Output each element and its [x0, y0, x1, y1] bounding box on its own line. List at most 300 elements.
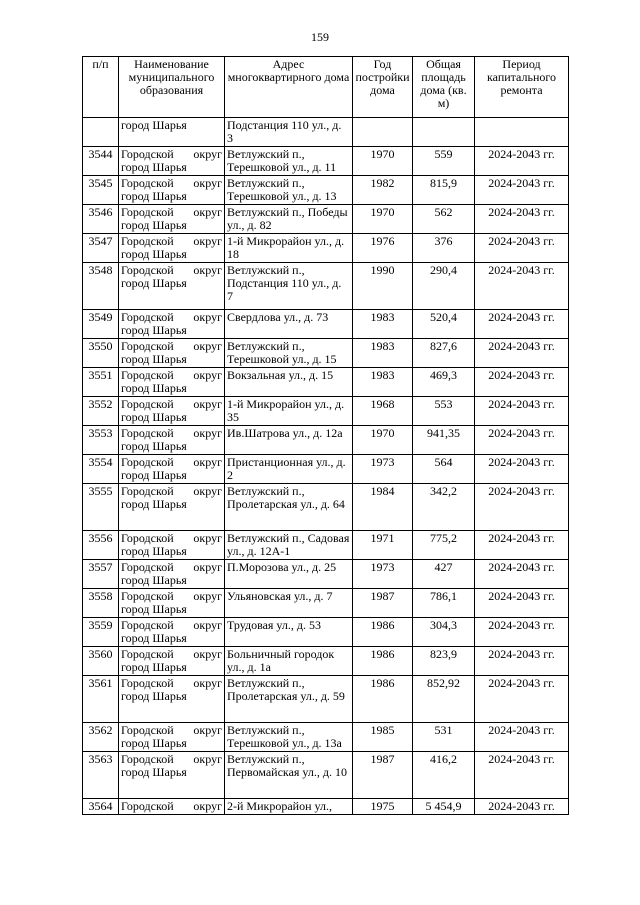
cell-address	[225, 560, 353, 589]
cell-period	[475, 205, 569, 234]
cell-period	[475, 484, 569, 531]
cell-municipality	[119, 368, 225, 397]
cell-area	[413, 723, 475, 752]
cell-area	[413, 176, 475, 205]
build-year: 1986	[370, 676, 395, 690]
cell-address	[225, 263, 353, 310]
cell-municipality	[119, 723, 225, 752]
cell-period	[475, 368, 569, 397]
cell-period	[475, 176, 569, 205]
total-area: 376	[434, 234, 453, 248]
cell-period	[475, 618, 569, 647]
cell-num	[83, 368, 119, 397]
build-year: 1970	[370, 426, 395, 440]
cell-address	[225, 426, 353, 455]
build-year: 1987	[370, 752, 395, 766]
repair-period: 2024-2043 гг.	[488, 368, 555, 382]
header-municipality: Наименование муниципального образования	[119, 57, 225, 118]
cell-area	[413, 147, 475, 176]
cell-area	[413, 426, 475, 455]
cell-address	[225, 339, 353, 368]
municipality-line-2: город Шарья	[121, 410, 187, 424]
address-text: Ветлужский п., Пролетарская ул., д. 64	[227, 484, 345, 511]
municipality-line-2: город Шарья	[121, 323, 187, 337]
total-area: 815,9	[430, 176, 457, 190]
cell-num	[83, 339, 119, 368]
address-text: Свердлова ул., д. 73	[227, 310, 329, 324]
repair-period: 2024-2043 гг.	[488, 647, 555, 661]
municipality-line-2: город Шарья	[121, 189, 187, 203]
build-year: 1982	[370, 176, 395, 190]
total-area: 786,1	[430, 589, 457, 603]
table-row	[83, 263, 569, 310]
cell-municipality	[119, 205, 225, 234]
address-text: Ульяновская ул., д. 7	[227, 589, 333, 603]
cell-municipality	[119, 799, 225, 815]
municipality-line-2: город Шарья	[121, 573, 187, 587]
cell-area	[413, 263, 475, 310]
cell-period	[475, 310, 569, 339]
address-text: Ветлужский п., Садовая ул., д. 12А-1	[227, 531, 350, 558]
cell-area	[413, 531, 475, 560]
municipality-line-2: город Шарья	[121, 544, 187, 558]
table-row	[83, 752, 569, 799]
cell-municipality	[119, 752, 225, 799]
municipality-line-2: город Шарья	[121, 660, 187, 674]
cell-address	[225, 310, 353, 339]
row-number: 3562	[88, 723, 113, 737]
cell-address	[225, 205, 353, 234]
repair-period: 2024-2043 гг.	[488, 484, 555, 498]
cell-area	[413, 118, 475, 147]
cell-year	[353, 147, 413, 176]
cell-address	[225, 118, 353, 147]
cell-address	[225, 799, 353, 815]
municipality-line-1: Городской округ	[121, 339, 222, 353]
repair-period: 2024-2043 гг.	[488, 339, 555, 353]
cell-municipality	[119, 618, 225, 647]
cell-period	[475, 234, 569, 263]
cell-period	[475, 676, 569, 723]
row-number: 3552	[88, 397, 113, 411]
cell-address	[225, 647, 353, 676]
repair-period: 2024-2043 гг.	[488, 310, 555, 324]
row-number: 3550	[88, 339, 113, 353]
cell-period	[475, 426, 569, 455]
cell-period	[475, 263, 569, 310]
cell-num	[83, 397, 119, 426]
address-text: Больничный городок ул., д. 1а	[227, 647, 335, 674]
total-area: 290,4	[430, 263, 457, 277]
row-number: 3561	[88, 676, 113, 690]
municipality-line-2: город Шарья	[121, 468, 187, 482]
total-area: 416,2	[430, 752, 457, 766]
cell-area	[413, 339, 475, 368]
cell-address	[225, 176, 353, 205]
row-number: 3554	[88, 455, 113, 469]
cell-area	[413, 205, 475, 234]
cell-num	[83, 263, 119, 310]
cell-num	[83, 723, 119, 752]
address-text: 2-й Микрорайон ул.,	[227, 799, 332, 813]
row-number: 3551	[88, 368, 113, 382]
table-row	[83, 618, 569, 647]
repair-period: 2024-2043 гг.	[488, 560, 555, 574]
cell-num	[83, 205, 119, 234]
table-row	[83, 339, 569, 368]
cell-year	[353, 426, 413, 455]
table-row	[83, 589, 569, 618]
cell-num	[83, 118, 119, 147]
total-area: 941,35	[427, 426, 460, 440]
repair-period: 2024-2043 гг.	[488, 234, 555, 248]
cell-area	[413, 589, 475, 618]
address-text: Ветлужский п., Терешковой ул., д. 15	[227, 339, 337, 366]
cell-year	[353, 799, 413, 815]
cell-year	[353, 531, 413, 560]
address-text: Ветлужский п., Первомайская ул., д. 10	[227, 752, 347, 779]
cell-year	[353, 455, 413, 484]
total-area: 520,4	[430, 310, 457, 324]
cell-area	[413, 310, 475, 339]
municipality-line-2: город Шарья	[121, 218, 187, 232]
cell-year	[353, 484, 413, 531]
table-row	[83, 647, 569, 676]
cell-area	[413, 234, 475, 263]
build-year: 1987	[370, 589, 395, 603]
cell-period	[475, 723, 569, 752]
cell-year	[353, 647, 413, 676]
build-year: 1990	[370, 263, 395, 277]
cell-year	[353, 118, 413, 147]
repair-period: 2024-2043 гг.	[488, 176, 555, 190]
row-number: 3549	[88, 310, 113, 324]
cell-area	[413, 618, 475, 647]
municipality-line-1: Городской округ	[121, 234, 222, 248]
cell-address	[225, 397, 353, 426]
table-row	[83, 426, 569, 455]
build-year: 1983	[370, 310, 395, 324]
table-row	[83, 799, 569, 815]
cell-municipality	[119, 234, 225, 263]
repair-period: 2024-2043 гг.	[488, 589, 555, 603]
total-area: 5 454,9	[425, 799, 462, 813]
build-year: 1970	[370, 205, 395, 219]
table-row	[83, 676, 569, 723]
total-area: 562	[434, 205, 453, 219]
row-number: 3547	[88, 234, 113, 248]
address-text: Ветлужский п., Пролетарская ул., д. 59	[227, 676, 345, 703]
cell-address	[225, 234, 353, 263]
cell-address	[225, 589, 353, 618]
repair-period: 2024-2043 гг.	[488, 531, 555, 545]
row-number: 3544	[88, 147, 113, 161]
build-year: 1983	[370, 368, 395, 382]
municipality-line-1: Городской округ	[121, 147, 222, 161]
cell-year	[353, 205, 413, 234]
cell-period	[475, 455, 569, 484]
cell-num	[83, 560, 119, 589]
table-row	[83, 234, 569, 263]
cell-area	[413, 676, 475, 723]
table-header-row	[83, 57, 569, 118]
repair-period: 2024-2043 гг.	[488, 723, 555, 737]
cell-address	[225, 676, 353, 723]
table-row	[83, 368, 569, 397]
cell-period	[475, 560, 569, 589]
cell-municipality	[119, 484, 225, 531]
cell-year	[353, 368, 413, 397]
total-area: 775,2	[430, 531, 457, 545]
row-number: 3558	[88, 589, 113, 603]
repair-period: 2024-2043 гг.	[488, 263, 555, 277]
cell-num	[83, 484, 119, 531]
build-year: 1968	[370, 397, 395, 411]
cell-num	[83, 234, 119, 263]
total-area: 852,92	[427, 676, 460, 690]
address-text: П.Морозова ул., д. 25	[227, 560, 337, 574]
municipality-line-2: город Шарья	[121, 160, 187, 174]
table-row	[83, 147, 569, 176]
address-text: Ив.Шатрова ул., д. 12а	[227, 426, 343, 440]
cell-period	[475, 531, 569, 560]
cell-num	[83, 426, 119, 455]
cell-num	[83, 531, 119, 560]
cell-municipality	[119, 589, 225, 618]
address-text: Ветлужский п., Терешковой ул., д. 13а	[227, 723, 342, 750]
municipality-line-1: Городской округ	[121, 647, 222, 661]
total-area: 304,3	[430, 618, 457, 632]
housing-table	[82, 56, 569, 815]
repair-period: 2024-2043 гг.	[488, 752, 555, 766]
table-row	[83, 531, 569, 560]
cell-num	[83, 647, 119, 676]
build-year: 1971	[370, 531, 395, 545]
cell-municipality	[119, 176, 225, 205]
repair-period: 2024-2043 гг.	[488, 618, 555, 632]
address-text: Подстанция 110 ул., д. 3	[227, 118, 342, 145]
municipality-line-1: Городской округ	[121, 589, 222, 603]
table-row	[83, 560, 569, 589]
cell-year	[353, 618, 413, 647]
total-area: 559	[434, 147, 453, 161]
cell-year	[353, 397, 413, 426]
cell-municipality	[119, 397, 225, 426]
cell-num	[83, 147, 119, 176]
table-row	[83, 723, 569, 752]
repair-period: 2024-2043 гг.	[488, 799, 555, 813]
cell-year	[353, 339, 413, 368]
table-row	[83, 176, 569, 205]
cell-num	[83, 176, 119, 205]
municipality-line-1: Городской округ	[121, 426, 222, 440]
repair-period: 2024-2043 гг.	[488, 426, 555, 440]
row-number: 3545	[88, 176, 113, 190]
total-area: 553	[434, 397, 453, 411]
page-number: 159	[311, 30, 329, 44]
cell-area	[413, 752, 475, 799]
build-year: 1983	[370, 339, 395, 353]
cell-num	[83, 799, 119, 815]
municipality-line-2: город Шарья	[121, 118, 187, 132]
cell-num	[83, 310, 119, 339]
build-year: 1973	[370, 455, 395, 469]
cell-year	[353, 560, 413, 589]
municipality-line-2: город Шарья	[121, 689, 187, 703]
cell-year	[353, 723, 413, 752]
cell-address	[225, 455, 353, 484]
address-text: Ветлужский п., Подстанция 110 ул., д. 7	[227, 263, 342, 303]
municipality-line-1: Городской округ	[121, 176, 222, 190]
build-year: 1975	[370, 799, 395, 813]
address-text: 1-й Микрорайон ул., д. 35	[227, 397, 345, 424]
cell-municipality	[119, 531, 225, 560]
header-num: п/п	[83, 57, 119, 118]
table-row	[83, 118, 569, 147]
municipality-line-2: город Шарья	[121, 439, 187, 453]
cell-period	[475, 752, 569, 799]
cell-num	[83, 752, 119, 799]
total-area: 564	[434, 455, 453, 469]
total-area: 827,6	[430, 339, 457, 353]
build-year: 1976	[370, 234, 395, 248]
total-area: 531	[434, 723, 453, 737]
municipality-line-1: Городской округ	[121, 455, 222, 469]
cell-period	[475, 397, 569, 426]
table-row	[83, 484, 569, 531]
municipality-line-1: Городской округ	[121, 368, 222, 382]
cell-municipality	[119, 647, 225, 676]
municipality-line-1: Городской округ	[121, 752, 222, 766]
cell-address	[225, 752, 353, 799]
table-row	[83, 455, 569, 484]
cell-period	[475, 647, 569, 676]
address-text: Пристанционная ул., д. 2	[227, 455, 346, 482]
table-row	[83, 205, 569, 234]
address-text: Ветлужский п., Терешковой ул., д. 13	[227, 176, 337, 203]
repair-period: 2024-2043 гг.	[488, 455, 555, 469]
cell-year	[353, 589, 413, 618]
cell-num	[83, 676, 119, 723]
municipality-line-1: Городской округ	[121, 676, 222, 690]
row-number: 3564	[88, 799, 113, 813]
cell-municipality	[119, 455, 225, 484]
build-year: 1973	[370, 560, 395, 574]
row-number: 3556	[88, 531, 113, 545]
municipality-line-1: Городской округ	[121, 263, 222, 277]
cell-area	[413, 484, 475, 531]
repair-period: 2024-2043 гг.	[488, 205, 555, 219]
table-row	[83, 397, 569, 426]
address-text: Вокзальная ул., д. 15	[227, 368, 334, 382]
municipality-line-2: город Шарья	[121, 765, 187, 779]
header-period: Период капитального ремонта	[475, 57, 569, 118]
municipality-line-1: Городской округ	[121, 397, 222, 411]
address-text: Ветлужский п., Победы ул., д. 82	[227, 205, 348, 232]
cell-year	[353, 752, 413, 799]
table-row	[83, 310, 569, 339]
repair-period: 2024-2043 гг.	[488, 676, 555, 690]
municipality-line-2: город Шарья	[121, 381, 187, 395]
cell-period	[475, 589, 569, 618]
cell-year	[353, 234, 413, 263]
municipality-line-2: город Шарья	[121, 631, 187, 645]
cell-area	[413, 368, 475, 397]
cell-year	[353, 263, 413, 310]
header-year: Год постройки дома	[353, 57, 413, 118]
municipality-line-1: Городской округ	[121, 799, 222, 813]
total-area: 469,3	[430, 368, 457, 382]
cell-year	[353, 310, 413, 339]
cell-year	[353, 676, 413, 723]
cell-address	[225, 484, 353, 531]
cell-area	[413, 397, 475, 426]
cell-num	[83, 618, 119, 647]
cell-municipality	[119, 118, 225, 147]
address-text: Трудовая ул., д. 53	[227, 618, 321, 632]
municipality-line-2: город Шарья	[121, 602, 187, 616]
municipality-line-2: город Шарья	[121, 736, 187, 750]
cell-municipality	[119, 263, 225, 310]
total-area: 823,9	[430, 647, 457, 661]
build-year: 1986	[370, 618, 395, 632]
cell-year	[353, 176, 413, 205]
row-number: 3560	[88, 647, 113, 661]
cell-num	[83, 589, 119, 618]
municipality-line-1: Городской округ	[121, 205, 222, 219]
cell-municipality	[119, 676, 225, 723]
municipality-line-1: Городской округ	[121, 531, 222, 545]
municipality-line-2: город Шарья	[121, 247, 187, 261]
cell-address	[225, 531, 353, 560]
build-year: 1985	[370, 723, 395, 737]
row-number: 3557	[88, 560, 113, 574]
cell-municipality	[119, 147, 225, 176]
row-number: 3553	[88, 426, 113, 440]
municipality-line-1: Городской округ	[121, 310, 222, 324]
cell-area	[413, 560, 475, 589]
cell-period	[475, 147, 569, 176]
municipality-line-1: Городской округ	[121, 723, 222, 737]
cell-area	[413, 647, 475, 676]
build-year: 1984	[370, 484, 395, 498]
cell-num	[83, 455, 119, 484]
cell-area	[413, 799, 475, 815]
row-number: 3559	[88, 618, 113, 632]
municipality-line-2: город Шарья	[121, 497, 187, 511]
cell-municipality	[119, 560, 225, 589]
cell-period	[475, 339, 569, 368]
address-text: 1-й Микрорайон ул., д. 18	[227, 234, 345, 261]
cell-period	[475, 799, 569, 815]
row-number: 3548	[88, 263, 113, 277]
address-text: Ветлужский п., Терешковой ул., д. 11	[227, 147, 337, 174]
cell-address	[225, 368, 353, 397]
build-year: 1970	[370, 147, 395, 161]
repair-period: 2024-2043 гг.	[488, 147, 555, 161]
municipality-line-1: Городской округ	[121, 560, 222, 574]
cell-address	[225, 147, 353, 176]
municipality-line-1: Городской округ	[121, 484, 222, 498]
cell-address	[225, 618, 353, 647]
row-number: 3563	[88, 752, 113, 766]
cell-municipality	[119, 310, 225, 339]
total-area: 427	[434, 560, 453, 574]
cell-period	[475, 118, 569, 147]
header-address: Адрес многоквартирного дома	[225, 57, 353, 118]
row-number: 3546	[88, 205, 113, 219]
row-number: 3555	[88, 484, 113, 498]
